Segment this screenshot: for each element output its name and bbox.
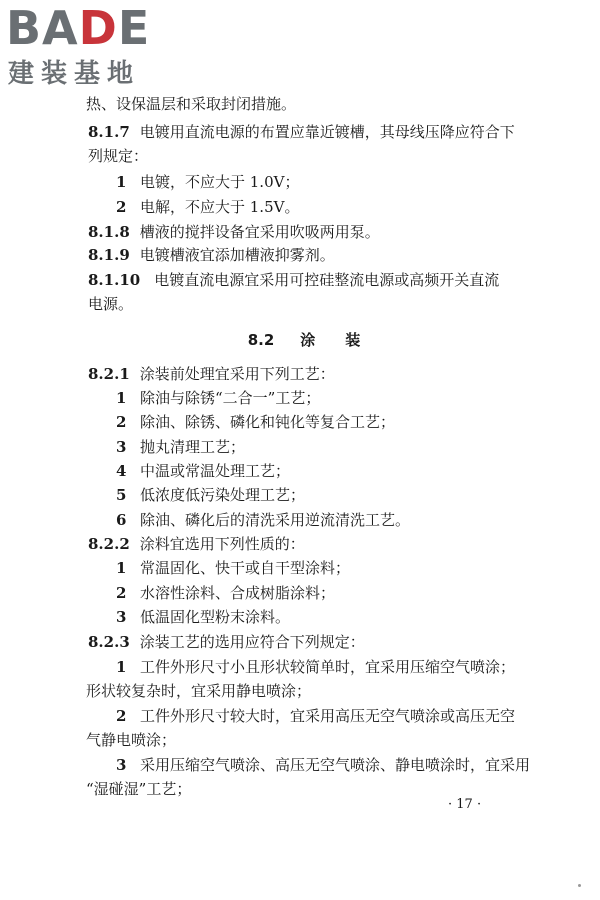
list-item: [116, 172, 299, 192]
list-item: [116, 485, 305, 505]
clause-text: 涂装工艺的选用应符合下列规定：: [139, 633, 365, 651]
item-text: 电镀，不应大于 1.0V；: [140, 173, 300, 191]
clause-8-2-2: [88, 534, 305, 554]
list-item: [116, 583, 335, 603]
item-number: 1: [116, 658, 127, 676]
item-text: 除油与除锈“二合一”工艺；: [140, 389, 321, 407]
item-text: 采用压缩空气喷涂、高压无空气喷涂、静电喷涂时，宜采用: [140, 756, 531, 774]
clause-text: 电镀槽液宜添加槽液抑雾剂。: [139, 246, 335, 264]
clause-8-1-7: [88, 122, 515, 142]
item-continuation: “湿碰湿”工艺；: [86, 780, 192, 798]
list-item: [116, 388, 320, 408]
clause-number: 8.1.9: [88, 246, 130, 264]
item-text: 工件外形尺寸较大时，宜采用高压无空气喷涂或高压无空: [140, 707, 516, 725]
item-text: 电解，不应大于 1.5V。: [140, 198, 300, 216]
logo-letter-d: D: [78, 1, 118, 55]
bade-logo: [6, 2, 181, 94]
clause-text: 涂装前处理宜采用下列工艺：: [139, 365, 335, 383]
clause-text: 电镀用直流电源的布置应靠近镀槽，其母线压降应符合下: [139, 123, 515, 141]
item-continuation: 气静电喷涂；: [86, 731, 177, 749]
item-number: 1: [116, 173, 127, 191]
item-number: 2: [116, 707, 127, 725]
clause-continuation: 电源。: [88, 295, 134, 313]
item-text: 水溶性涂料、合成树脂涂料；: [140, 584, 336, 602]
clause-8-2-3: [88, 632, 365, 652]
clause-text: 电镀直流电源宜采用可控硅整流电源或高频开关直流: [154, 271, 500, 289]
item-number: 5: [116, 486, 127, 504]
list-item: [116, 197, 299, 217]
item-number: 2: [116, 584, 127, 602]
list-item: [116, 657, 515, 677]
item-text: 常温固化、快干或自干型涂料；: [140, 559, 351, 577]
item-number: 2: [116, 413, 127, 431]
list-item: [116, 558, 350, 578]
list-item: [116, 461, 290, 481]
clause-8-1-8: [88, 222, 380, 242]
clause-number: 8.2.1: [88, 365, 130, 383]
clause-8-1-9: [88, 245, 335, 265]
list-item: [116, 706, 515, 726]
logo-letter-e: E: [117, 1, 151, 55]
logo-wordmark: [6, 2, 150, 54]
item-number: 3: [116, 756, 127, 774]
logo-subtitle: 建装基地: [8, 59, 141, 89]
list-item: [116, 510, 410, 530]
clause-8-2-1: [88, 364, 335, 384]
item-number: 3: [116, 608, 127, 626]
item-number: 4: [116, 462, 127, 480]
item-text: 抛丸清理工艺；: [140, 438, 246, 456]
list-item: [116, 607, 290, 627]
list-item: [116, 437, 245, 457]
section-heading: [88, 330, 520, 350]
item-text: 低浓度低污染处理工艺；: [140, 486, 306, 504]
clause-text: 涂料宜选用下列性质的：: [139, 535, 305, 553]
item-number: 2: [116, 198, 127, 216]
item-text: 除油、磷化后的清洗采用逆流清洗工艺。: [140, 511, 411, 529]
clause-number: 8.1.7: [88, 123, 130, 141]
section-number: 8.2: [247, 331, 275, 349]
item-number: 3: [116, 438, 127, 456]
clause-number: 8.1.10: [88, 271, 141, 289]
clause-number: 8.2.2: [88, 535, 130, 553]
list-item: [116, 412, 395, 432]
clause-text: 槽液的搅拌设备宜采用吹吸两用泵。: [139, 223, 380, 241]
item-continuation: 形状较复杂时，宜采用静电喷涂；: [86, 682, 312, 700]
clause-number: 8.2.3: [88, 633, 130, 651]
item-number: 6: [116, 511, 127, 529]
item-text: 除油、除锈、磷化和钝化等复合工艺；: [140, 413, 396, 431]
list-item: [116, 755, 530, 775]
section-title: 涂 装: [300, 331, 361, 349]
page-number: · 17 ·: [448, 797, 482, 812]
item-text: 低温固化型粉末涂料。: [140, 608, 291, 626]
clause-continuation: 列规定：: [88, 147, 149, 165]
logo-letters-ba: BA: [6, 1, 79, 55]
scan-speck: [578, 884, 581, 887]
clause-8-1-10: [88, 270, 499, 290]
text-line: 热、设保温层和采取封闭措施。: [86, 95, 297, 113]
item-number: 1: [116, 559, 127, 577]
clause-number: 8.1.8: [88, 223, 130, 241]
item-text: 中温或常温处理工艺；: [140, 462, 291, 480]
item-text: 工件外形尺寸小且形状较简单时，宜采用压缩空气喷涂；: [140, 658, 516, 676]
item-number: 1: [116, 389, 127, 407]
